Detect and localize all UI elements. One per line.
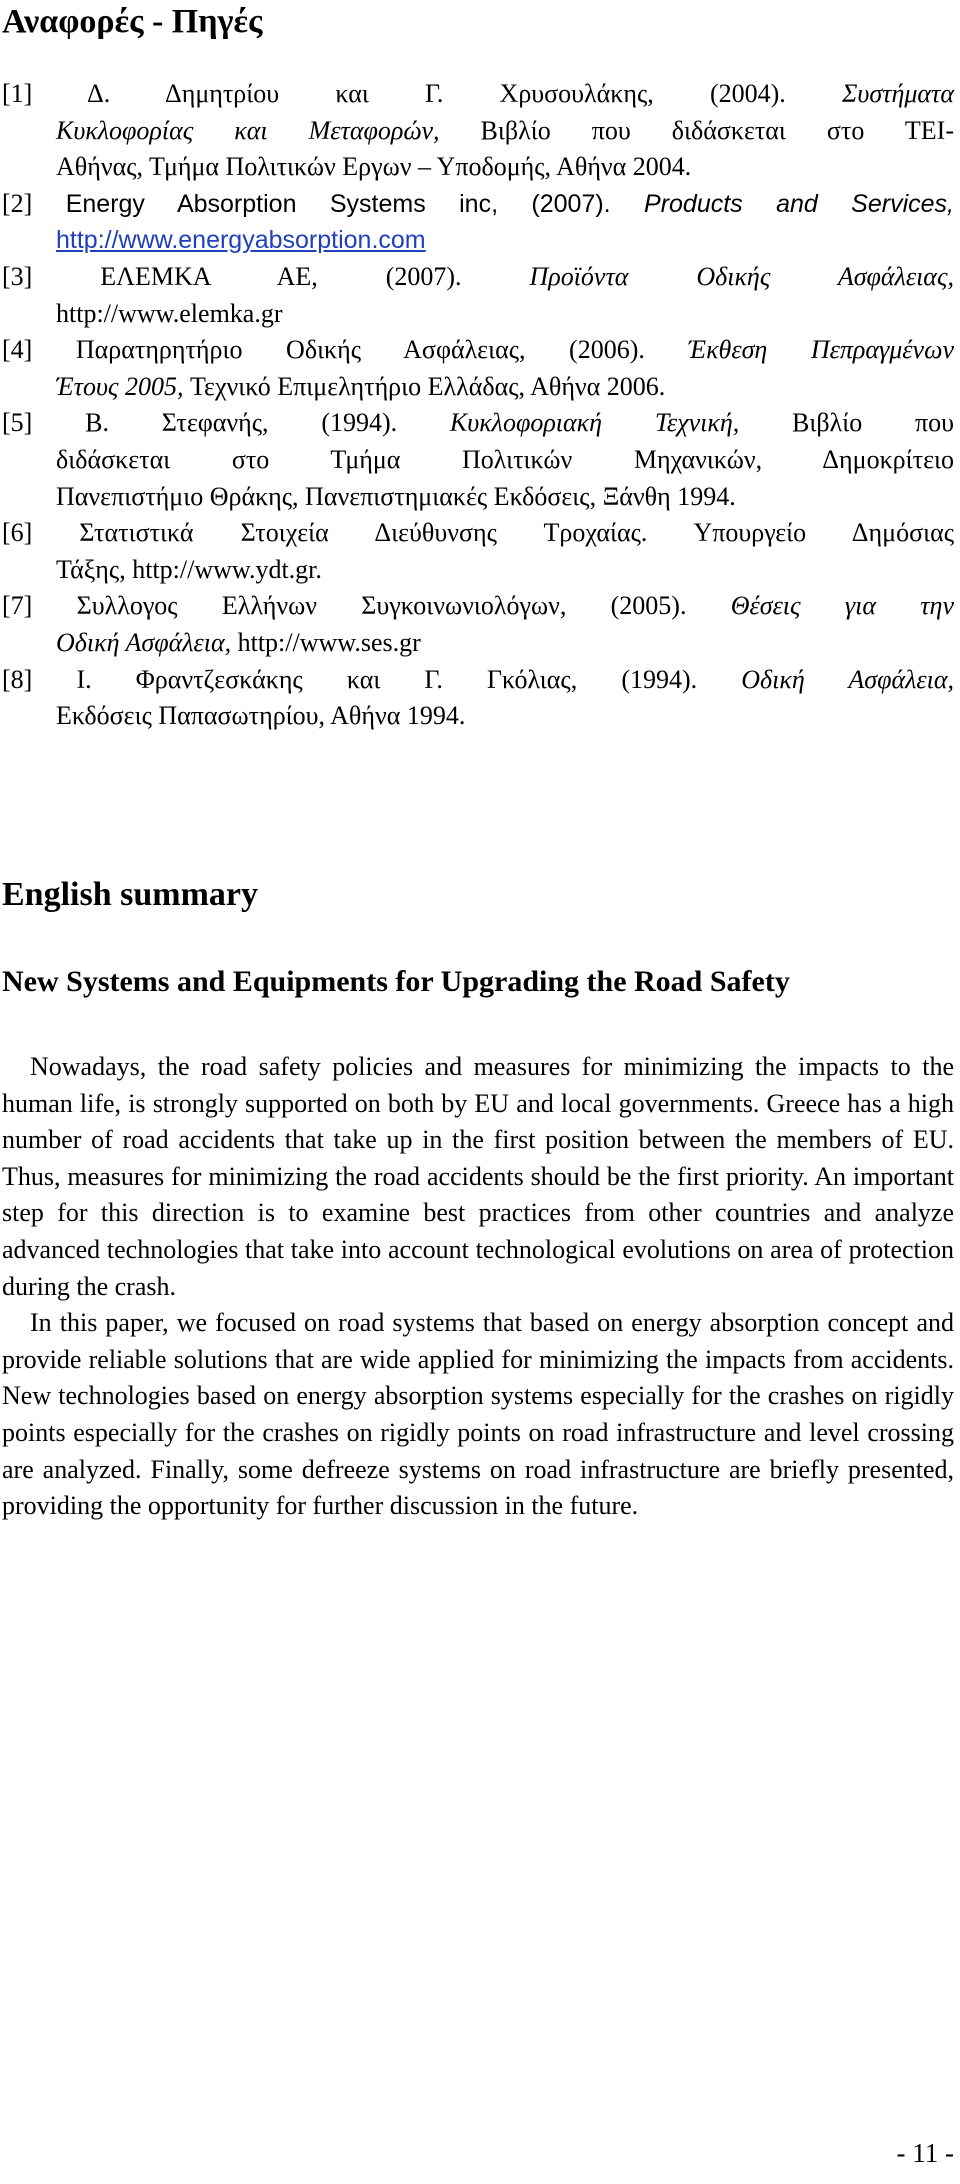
reference-text: Έτους 2005,: [56, 371, 190, 401]
reference-text: Βιβλίο που: [792, 408, 954, 438]
reference-text: Τάξης, http://www.ydt.gr.: [56, 554, 322, 584]
reference-line: [2, 588, 954, 625]
reference-text: http://www.ses.gr: [237, 627, 421, 657]
reference-text: Συστήματα: [841, 79, 954, 108]
reference-text: Συλλογος Ελλήνων Συγκοινωνιολόγων, (2005).: [32, 591, 731, 621]
reference-text: Πανεπιστήμιο Θράκης, Πανεπιστημιακές Εκδόσεις, Ξάνθη 1994.: [56, 481, 736, 511]
reference-line: [2, 625, 954, 662]
reference-text: Οδική Ασφάλεια,: [741, 664, 954, 694]
reference-text: Δ. Δημητρίου και Γ. Χρυσουλάκης, (2004).: [32, 79, 842, 108]
reference-text: Στατιστικά Στοιχεία Διεύθυνσης Τροχαίας. Υπουργείο Δημόσιας: [32, 518, 954, 548]
reference-text: Κυκλοφορίας και Μεταφορών,: [56, 115, 481, 145]
summary-heading: English summary: [2, 876, 258, 913]
reference-text: Θέσεις για την: [730, 591, 954, 621]
reference-line: [2, 442, 954, 479]
reference-line: [2, 296, 954, 333]
reference-entry: [2, 405, 954, 515]
reference-number: [8]: [2, 664, 33, 694]
reference-line: [2, 479, 954, 516]
reference-entry: [2, 186, 954, 259]
reference-entry: [2, 662, 954, 735]
references-list: [2, 76, 954, 735]
reference-text: Energy Absorption Systems inc, (2007).: [32, 189, 645, 218]
reference-text: Ι. Φραντζεσκάκης και Γ. Γκόλιας, (1994).: [32, 664, 742, 694]
page-number: - 11 -: [896, 2138, 954, 2168]
summary-body: [2, 1049, 954, 1525]
reference-line: [2, 186, 954, 223]
reference-text: Έκθεση Πεπραγμένων: [688, 335, 954, 365]
reference-entry: [2, 515, 954, 588]
reference-line: [2, 405, 954, 442]
summary-title: New Systems and Equipments for Upgrading the Road Safety: [2, 965, 790, 998]
reference-text: Προϊόντα Οδικής Ασφάλειας,: [529, 261, 954, 291]
reference-line: [2, 698, 954, 735]
reference-text: Β. Στεφανής, (1994).: [32, 408, 450, 438]
reference-text: ΕΛΕΜΚΑ ΑΕ, (2007).: [32, 261, 530, 291]
reference-line: [2, 662, 954, 699]
reference-url-link[interactable]: http://www.energyabsorption.com: [56, 226, 426, 255]
references-heading: Αναφορές - Πηγές: [2, 3, 263, 40]
reference-number: [2]: [2, 188, 33, 218]
reference-text: Αθήνας, Τμήμα Πολιτικών Εργων – Υποδομής, Αθήνα 2004.: [56, 152, 692, 182]
reference-entry: [2, 332, 954, 405]
reference-text: Παρατηρητήριο Οδικής Ασφάλειας, (2006).: [32, 335, 689, 365]
reference-text: http://www.elemka.gr: [56, 298, 283, 328]
reference-number: [6]: [2, 518, 33, 548]
reference-text: διδάσκεται στο Τμήμα Πολιτικών Μηχανικών, Δημοκρίτειο: [56, 444, 954, 474]
reference-text: Βιβλίο που διδάσκεται στο ΤΕΙ-: [480, 115, 954, 145]
reference-number: [7]: [2, 591, 33, 621]
reference-line: [2, 369, 954, 406]
reference-number: [5]: [2, 408, 33, 438]
reference-line: [2, 552, 954, 589]
reference-entry: [2, 588, 954, 661]
reference-number: [4]: [2, 335, 33, 365]
reference-number: [3]: [2, 261, 33, 291]
reference-text: Κυκλοφοριακή Τεχνική,: [449, 408, 793, 438]
reference-line: [2, 259, 954, 296]
reference-line: [2, 113, 954, 150]
reference-entry: [2, 76, 954, 186]
reference-line: [2, 515, 954, 552]
reference-entry: [2, 259, 954, 332]
reference-line: [2, 149, 954, 186]
reference-line: [2, 222, 954, 259]
summary-paragraph: In this paper, we focused on road systems that based on energy absorption concept and provide reliable solutions that are wide applied for minimizing the impacts from accidents. New technologies based on energy absorption systems especially for the crashes on rigidly points especially for the crashes on rigidly points on road infrastructure and level crossing are analyzed. Finally, some defreeze systems on road infrastructure are briefly presented, providing the opportunity for further discussion in the future.: [2, 1308, 954, 1521]
reference-text: Τεχνικό Επιμελητήριο Ελλάδας, Αθήνα 2006.: [189, 371, 666, 401]
reference-text: Products and Services,: [644, 189, 954, 218]
reference-number: [1]: [2, 79, 33, 108]
reference-line: [2, 332, 954, 369]
reference-text: Οδική Ασφάλεια,: [56, 627, 238, 657]
reference-text: Εκδόσεις Παπασωτηρίου, Αθήνα 1994.: [56, 701, 466, 731]
reference-line: [2, 76, 954, 113]
summary-paragraph: Nowadays, the road safety policies and measures for minimizing the impacts to the human life, is strongly supported on both by EU and local governments. Greece has a high number of road accidents that take up in the first position between the members of EU. Thus, measures for minimizing the road accidents should be the first priority. An important step for this direction is to examine best practices from other countries and analyze advanced technologies that take into account technological evolutions on area of protection during the crash.: [2, 1052, 954, 1301]
